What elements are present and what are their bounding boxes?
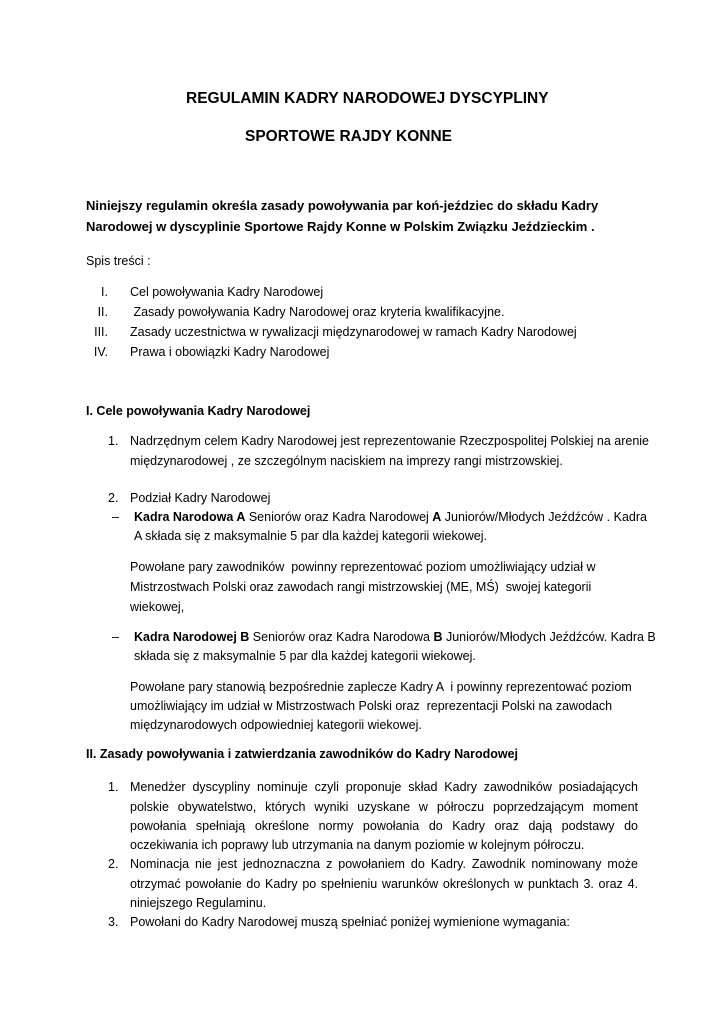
kadra-b-letter: B (433, 630, 443, 644)
kadra-a-line2: A składa się z maksymalnie 5 par dla każdej kategorii wiekowej. (134, 529, 487, 543)
kadra-a-letter: A (432, 510, 442, 524)
list-number: 3. (108, 915, 119, 929)
kadra-a-para-line2: Mistrzostwach Polski oraz zawodach rangi mistrzowskiej (ME, MŚ) swojej kategorii (130, 580, 592, 594)
intro-line1: Niniejszy regulamin określa zasady powoływania par koń-jeździec do składu Kadry (86, 198, 599, 213)
dash-bullet: – (112, 510, 119, 524)
kadra-b-line2: składa się z maksymalnie 5 par dla każdej kategorii wiekowej. (134, 649, 476, 663)
kadra-b-line1 (134, 630, 656, 644)
intro-line2: Narodowej w dyscyplinie Sportowe Rajdy Konne w Polskim Związku Jeździeckim . (86, 219, 595, 234)
kadra-b-para-line1: Powołane pary stanowią bezpośrednie zaplecze Kadry A i powinny reprezentować poziom (130, 680, 632, 694)
kadra-b-para-line3: międzynarodowych odpowiedniej kategorii wiekowej. (130, 718, 422, 732)
kadra-a-para-line1: Powołane pary zawodników powinny reprezentować poziom umożliwiający udział w (130, 560, 596, 574)
kadra-b-bold: Kadra Narodowej B (134, 630, 250, 644)
kadra-b-text: Seniorów oraz Kadra Narodowa (249, 630, 434, 644)
kadra-a-para-line3: wiekowej, (130, 600, 185, 614)
section2-item3-line1: Powołani do Kadry Narodowej muszą spełniać poniżej wymienione wymagania: (130, 915, 570, 929)
kadra-a-text-end: Juniorów/Młodych Jeźdźców . Kadra (441, 510, 647, 524)
section2-item1-line4: oczekiwania ich poprawy lub utrzymania na danym poziomie w kolejnym półroczu. (130, 838, 585, 852)
section1-item2-text: Podział Kadry Narodowej (130, 491, 271, 505)
kadra-b-para-line2: umożliwiający im udział w Mistrzostwach Polski oraz reprezentacji Polski na zawodach (130, 699, 613, 713)
toc-item: Prawa i obowiązki Kadry Narodowej (130, 345, 330, 359)
toc-item: Cel powoływania Kadry Narodowej (130, 285, 324, 299)
kadra-a-bold: Kadra Narodowa A (134, 510, 246, 524)
page-title-line1: REGULAMIN KADRY NARODOWEJ DYSCYPLINY (186, 90, 549, 107)
section2-item2-line1: Nominacja nie jest jednoznaczna z powołaniem do Kadry. Zawodnik nominowany może (130, 857, 638, 871)
toc-number: IV. (93, 345, 108, 359)
section1-item1-line2: międzynarodowej , ze szczególnym naciskiem na imprezy rangi mistrzowskiej. (130, 454, 563, 468)
toc-item: Zasady uczestnictwa w rywalizacji międzynarodowej w ramach Kadry Narodowej (130, 325, 577, 339)
section2-item2-line3: niniejszego Regulaminu. (130, 896, 267, 910)
page-title-line2: SPORTOWE RAJDY KONNE (245, 128, 452, 145)
toc-number: I. (101, 285, 108, 299)
list-number: 1. (108, 434, 119, 448)
section2-item1-line2: polskie obywatelstwo, których wyniki uzyskane w półroczu poprzedzającym moment (130, 800, 638, 814)
list-number: 2. (108, 857, 119, 871)
section1-item1-line1: Nadrzędnym celem Kadry Narodowej jest reprezentowanie Rzeczpospolitej Polskiej na arenie (130, 434, 650, 448)
toc-number: II. (97, 305, 108, 319)
section1-heading: I. Cele powoływania Kadry Narodowej (86, 404, 311, 418)
section2-item1-line3: powołania spełniają określone normy powołania do Kadry oraz dają podstawy do (130, 819, 638, 833)
kadra-a-text: Seniorów oraz Kadra Narodowej (245, 510, 433, 524)
kadra-a-line1 (134, 510, 647, 524)
dash-bullet: – (112, 630, 119, 644)
list-number: 2. (108, 491, 119, 505)
section2-item1-line1: Menedżer dyscypliny nominuje czyli proponuje skład Kadry zawodników posiadających (130, 780, 638, 794)
toc-label: Spis treści : (86, 254, 151, 268)
kadra-b-text-end: Juniorów/Młodych Jeźdźców. Kadra B (442, 630, 656, 644)
toc-item: Zasady powoływania Kadry Narodowej oraz kryteria kwalifikacyjne. (130, 305, 505, 319)
section2-item2-line2: otrzymać powołanie do Kadry po spełnieniu warunków określonych w punktach 3. oraz 4. (130, 877, 638, 891)
toc-number: III. (94, 325, 108, 339)
list-number: 1. (108, 780, 119, 794)
section2-heading: II. Zasady powoływania i zatwierdzania zawodników do Kadry Narodowej (86, 747, 519, 761)
